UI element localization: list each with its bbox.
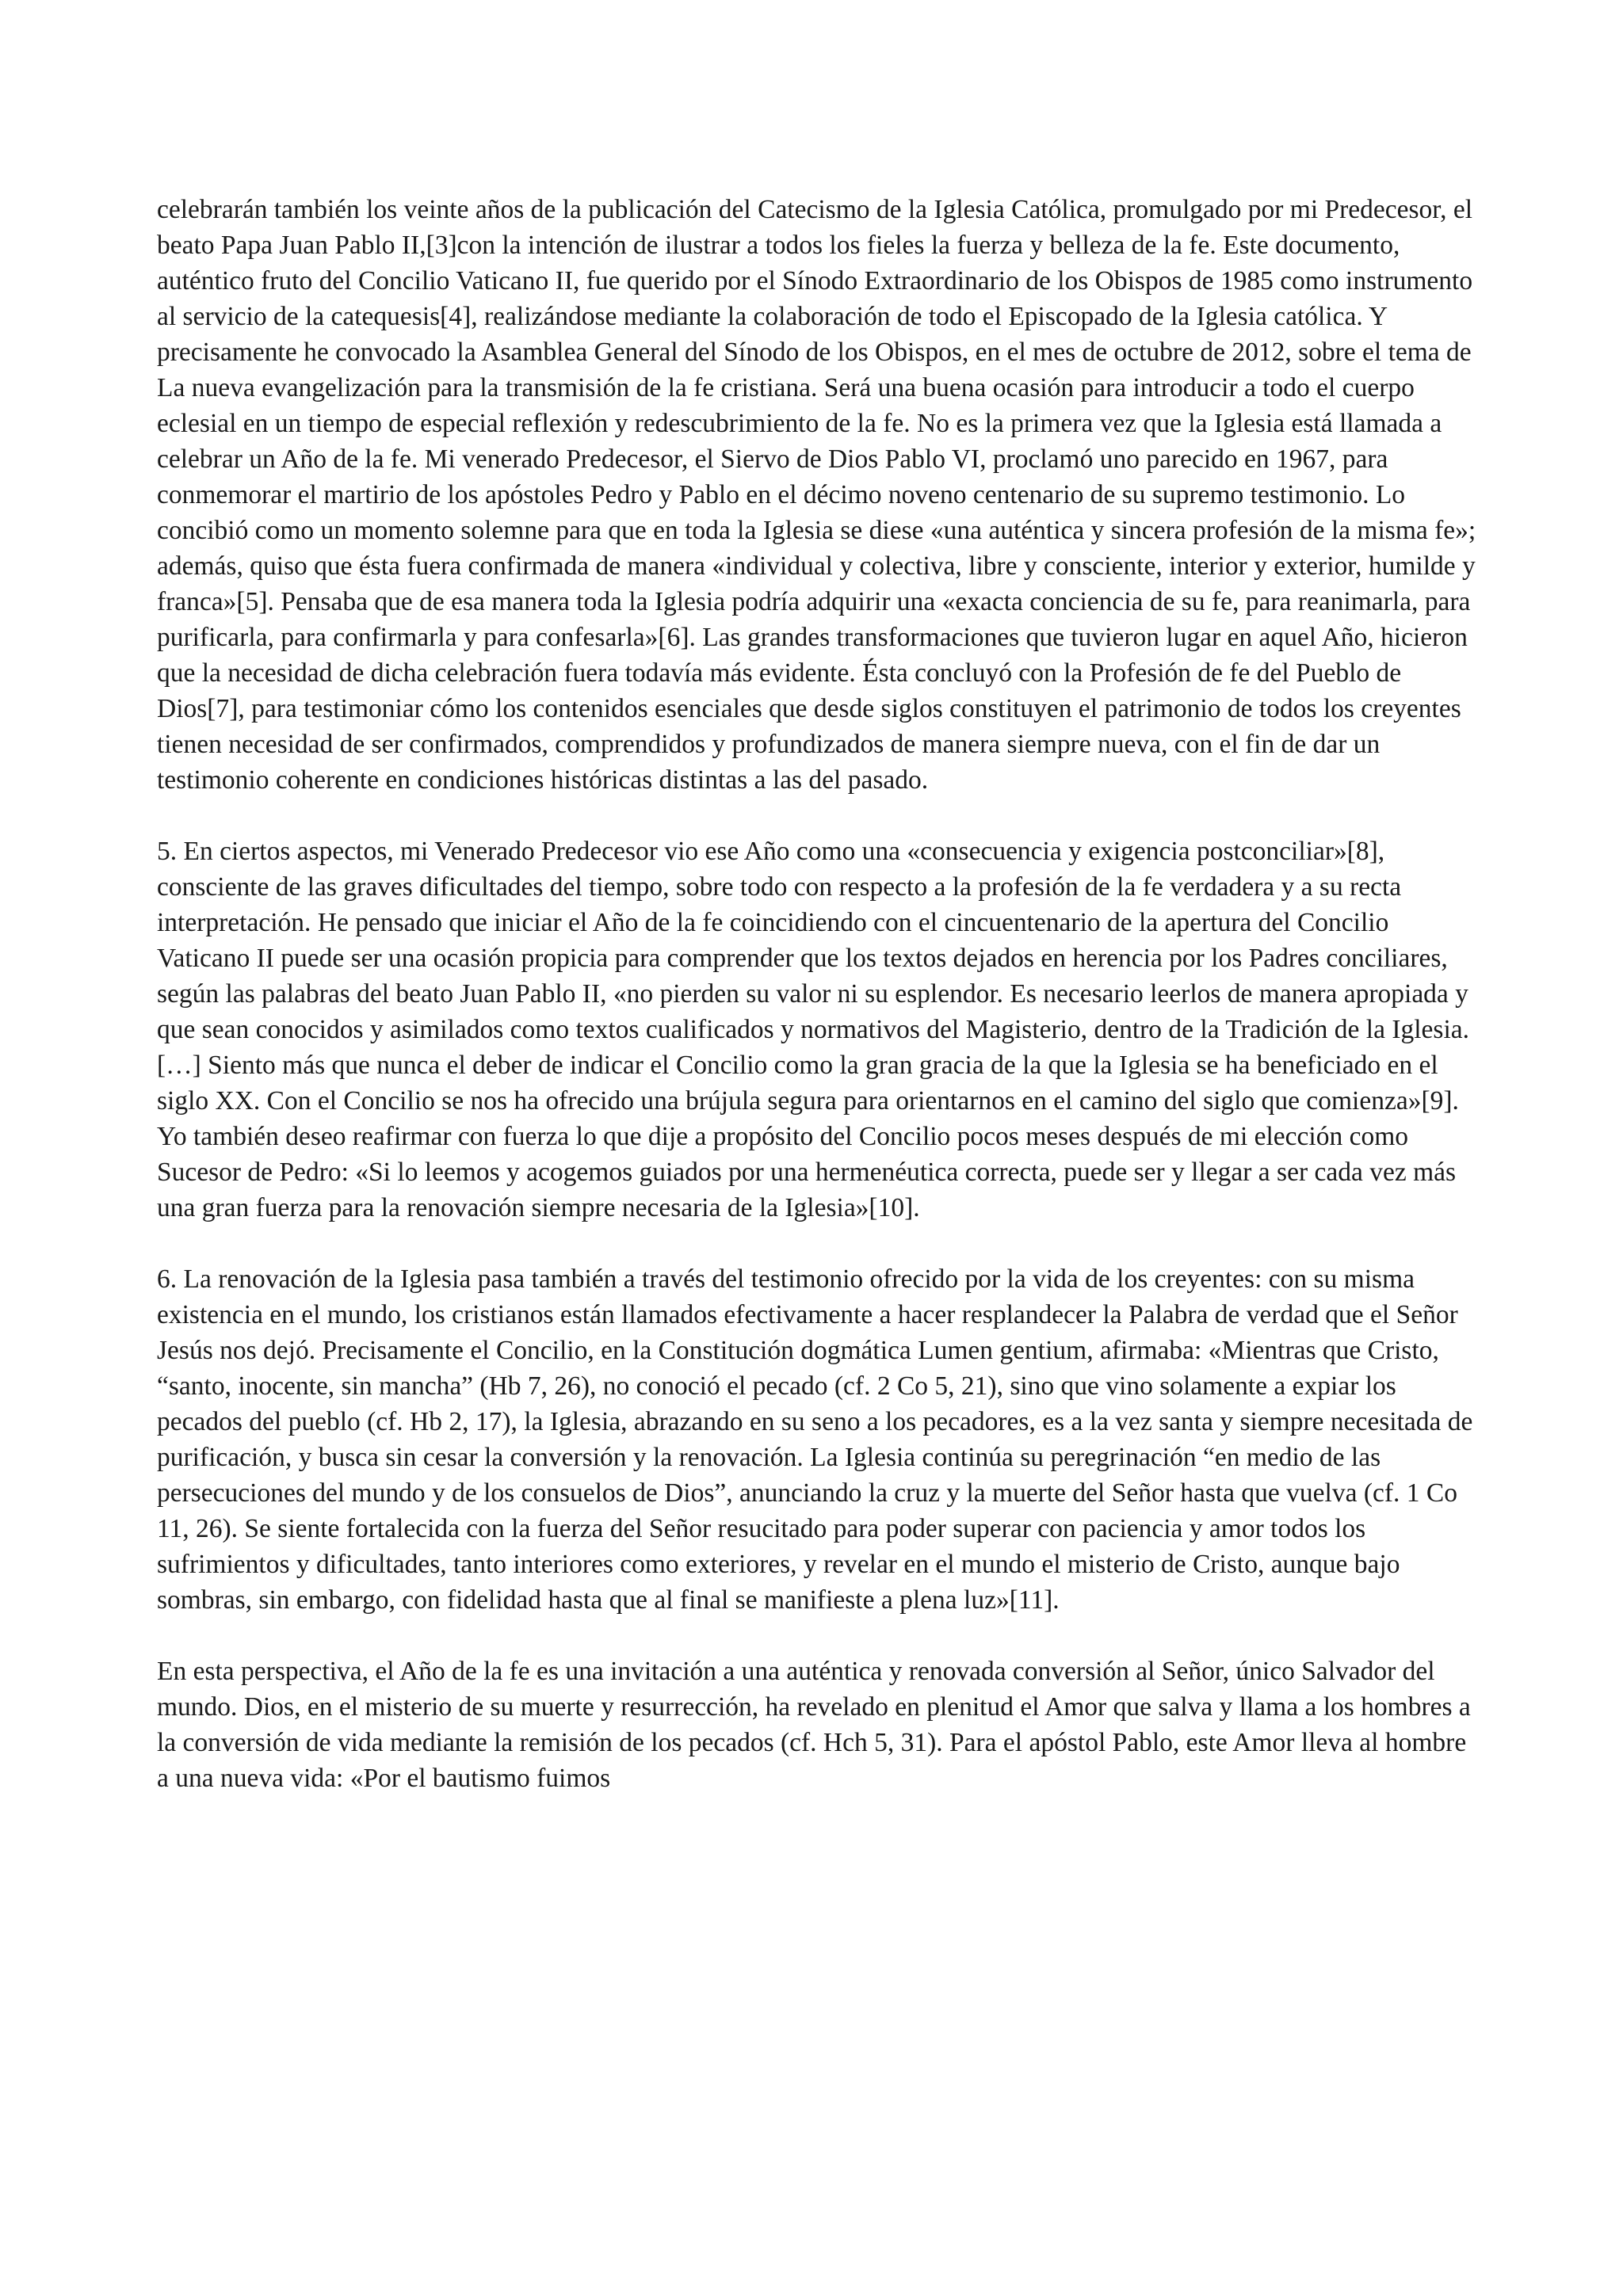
paragraph-perspective: En esta perspectiva, el Año de la fe es una invitación a una auténtica y renovada conversión al Señor, único Salvador del mundo. Dios, en el misterio de su muerte y resurrección, ha revelado en plenitud el Amor que salva y llama a los hombres a la conversión de vida mediante la remisión de los pecados (cf. Hch 5, 31). Para el apóstol Pablo, este Amor lleva al hombre a una nueva vida: «Por el bautismo fuimos (157, 1657, 1471, 1793)
paragraph-5: 5. En ciertos aspectos, mi Venerado Predecesor vio ese Año como una «consecuencia y exigencia postconciliar»[8], consciente de las graves dificultades del tiempo, sobre todo con respecto a la profesión de la fe verdadera y a su recta interpretación. He pensado que iniciar el Año de la fe coincidiendo con el cincuentenario de la apertura del Concilio Vaticano II puede ser una ocasión propicia para comprender que los textos dejados en herencia por los Padres conciliares, según las palabras del beato Juan Pablo II, «no pierden su valor ni su esplendor. Es necesario leerlos de manera apropiada y que sean conocidos y asimilados como textos cualificados y normativos del Magisterio, dentro de la Tradición de la Iglesia. […] Siento más que nunca el deber de indicar el Concilio como la gran gracia de la que la Iglesia se ha beneficiado en el siglo XX. Con el Concilio se nos ha ofrecido una brújula segura para orientarnos en el camino del siglo que comienza»[9]. Yo también deseo reafirmar con fuerza lo que dije a propósito del Concilio pocos meses después de mi elección como Sucesor de Pedro: «Si lo leemos y acogemos guiados por una hermenéutica correcta, puede ser y llegar a ser cada vez más una gran fuerza para la renovación siempre necesaria de la Iglesia»[10]. (157, 837, 1470, 1222)
paragraph-intro-continuation: celebrarán también los veinte años de la publicación del Catecismo de la Iglesia Católica, promulgado por mi Predecesor, el beato Papa Juan Pablo II,[3]con la intención de ilustrar a todos los fieles la fuerza y belleza de la fe. Este documento, auténtico fruto del Concilio Vaticano II, fue querido por el Sínodo Extraordinario de los Obispos de 1985 como instrumento al servicio de la catequesis[4], realizándose mediante la colaboración de todo el Episcopado de la Iglesia católica. Y precisamente he convocado la Asamblea General del Sínodo de los Obispos, en el mes de octubre de 2012, sobre el tema de La nueva evangelización para la transmisión de la fe cristiana. Será una buena ocasión para introducir a todo el cuerpo eclesial en un tiempo de especial reflexión y redescubrimiento de la fe. No es la primera vez que la Iglesia está llamada a celebrar un Año de la fe. Mi venerado Predecesor, el Siervo de Dios Pablo VI, proclamó uno parecido en 1967, para conmemorar el martirio de los apóstoles Pedro y Pablo en el décimo noveno centenario de su supremo testimonio. Lo concibió como un momento solemne para que en toda la Iglesia se diese «una auténtica y sincera profesión de la misma fe»; además, quiso que ésta fuera confirmada de manera «individual y colectiva, libre y consciente, interior y exterior, humilde y franca»[5]. Pensaba que de esa manera toda la Iglesia podría adquirir una «exacta conciencia de su fe, para reanimarla, para purificarla, para confirmarla y para confesarla»[6]. Las grandes transformaciones que tuvieron lugar en aquel Año, hicieron que la necesidad de dicha celebración fuera todavía más evidente. Ésta concluyó con la Profesión de fe del Pueblo de Dios[7], para testimoniar cómo los contenidos esenciales que desde siglos constituyen el patrimonio de todos los creyentes tienen necesidad de ser confirmados, comprendidos y profundizados de manera siempre nueva, con el fin de dar un testimonio coherente en condiciones históricas distintas a las del pasado. (157, 195, 1476, 795)
document-body (157, 192, 1480, 1796)
paragraph-6: 6. La renovación de la Iglesia pasa también a través del testimonio ofrecido por la vida de los creyentes: con su misma existencia en el mundo, los cristianos están llamados efectivamente a hacer resplandecer la Palabra de verdad que el Señor Jesús nos dejó. Precisamente el Concilio, en la Constitución dogmática Lumen gentium, afirmaba: «Mientras que Cristo, “santo, inocente, sin mancha” (Hb 7, 26), no conoció el pecado (cf. 2 Co 5, 21), sino que vino solamente a expiar los pecados del pueblo (cf. Hb 2, 17), la Iglesia, abrazando en su seno a los pecadores, es a la vez santa y siempre necesitada de purificación, y busca sin cesar la conversión y la renovación. La Iglesia continúa su peregrinación “en medio de las persecuciones del mundo y de los consuelos de Dios”, anunciando la cruz y la muerte del Señor hasta que vuelva (cf. 1 Co 11, 26). Se siente fortalecida con la fuerza del Señor resucitado para poder superar con paciencia y amor todos los sufrimientos y dificultades, tanto interiores como exteriores, y revelar en el mundo el misterio de Cristo, aunque bajo sombras, sin embargo, con fidelidad hasta que al final se manifieste a plena luz»[11]. (157, 1264, 1473, 1615)
